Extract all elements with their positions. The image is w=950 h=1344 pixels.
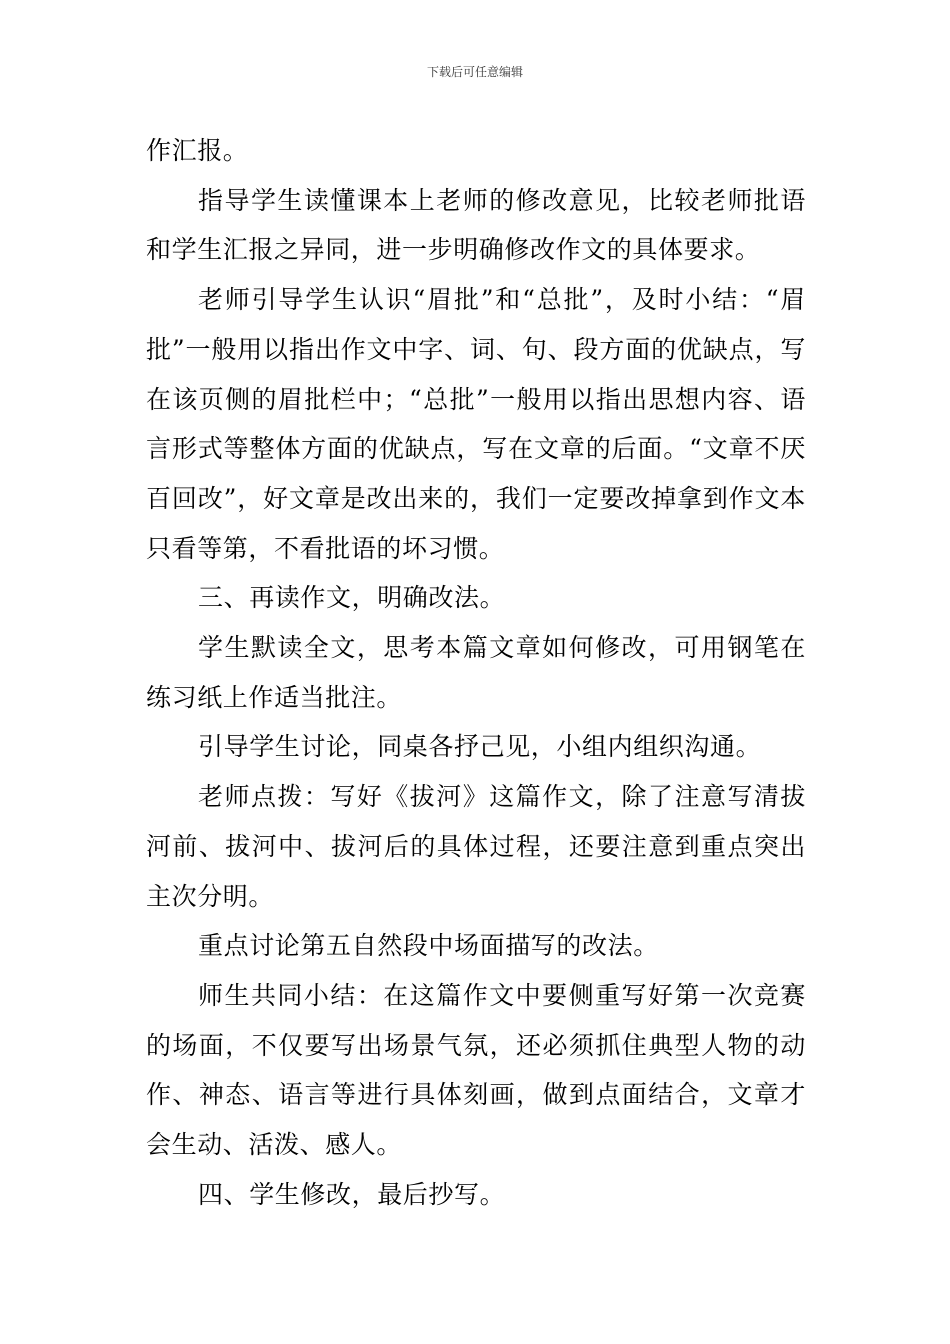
paragraph: 老师引导学生认识“眉批”和“总批”，及时小结：“眉批”一般用以指出作文中字、词、句、段方面的优缺点，写在该页侧的眉批栏中；“总批”一般用以指出思想内容、语言形式等整体方面的优缺点，写在文章的后面。“文章不厌百回改”，好文章是改出来的，我们一定要改掉拿到作文本只看等第，不看批语的坏习惯。 xyxy=(146,285,806,563)
section-heading: 四、学生修改，最后抄写。 xyxy=(198,1179,506,1209)
paragraph-continuation: 作汇报。 xyxy=(146,136,249,165)
document-body xyxy=(146,126,806,1219)
paragraph: 师生共同小结：在这篇作文中要侧重写好第一次竞赛的场面，不仅要写出场景气氛，还必须抓住典型人物的动作、神态、语言等进行具体刻画，做到点面结合，文章才会生动、活泼、感人。 xyxy=(146,980,806,1160)
paragraph: 引导学生讨论，同桌各抒己见，小组内组织沟通。 xyxy=(198,732,762,762)
paragraph: 指导学生读懂课本上老师的修改意见，比较老师批语和学生汇报之异同，进一步明确修改作文的具体要求。 xyxy=(146,185,806,265)
paragraph: 重点讨论第五自然段中场面描写的改法。 xyxy=(198,931,659,961)
section-heading: 三、再读作文，明确改法。 xyxy=(198,583,506,613)
paragraph: 老师点拨：写好《拔河》这篇作文，除了注意写清拔河前、拔河中、拔河后的具体过程，还要注意到重点突出主次分明。 xyxy=(146,782,806,911)
page-header: 下载后可任意编辑 xyxy=(426,65,523,79)
paragraph: 学生默读全文，思考本篇文章如何修改，可用钢笔在练习纸上作适当批注。 xyxy=(146,633,806,712)
